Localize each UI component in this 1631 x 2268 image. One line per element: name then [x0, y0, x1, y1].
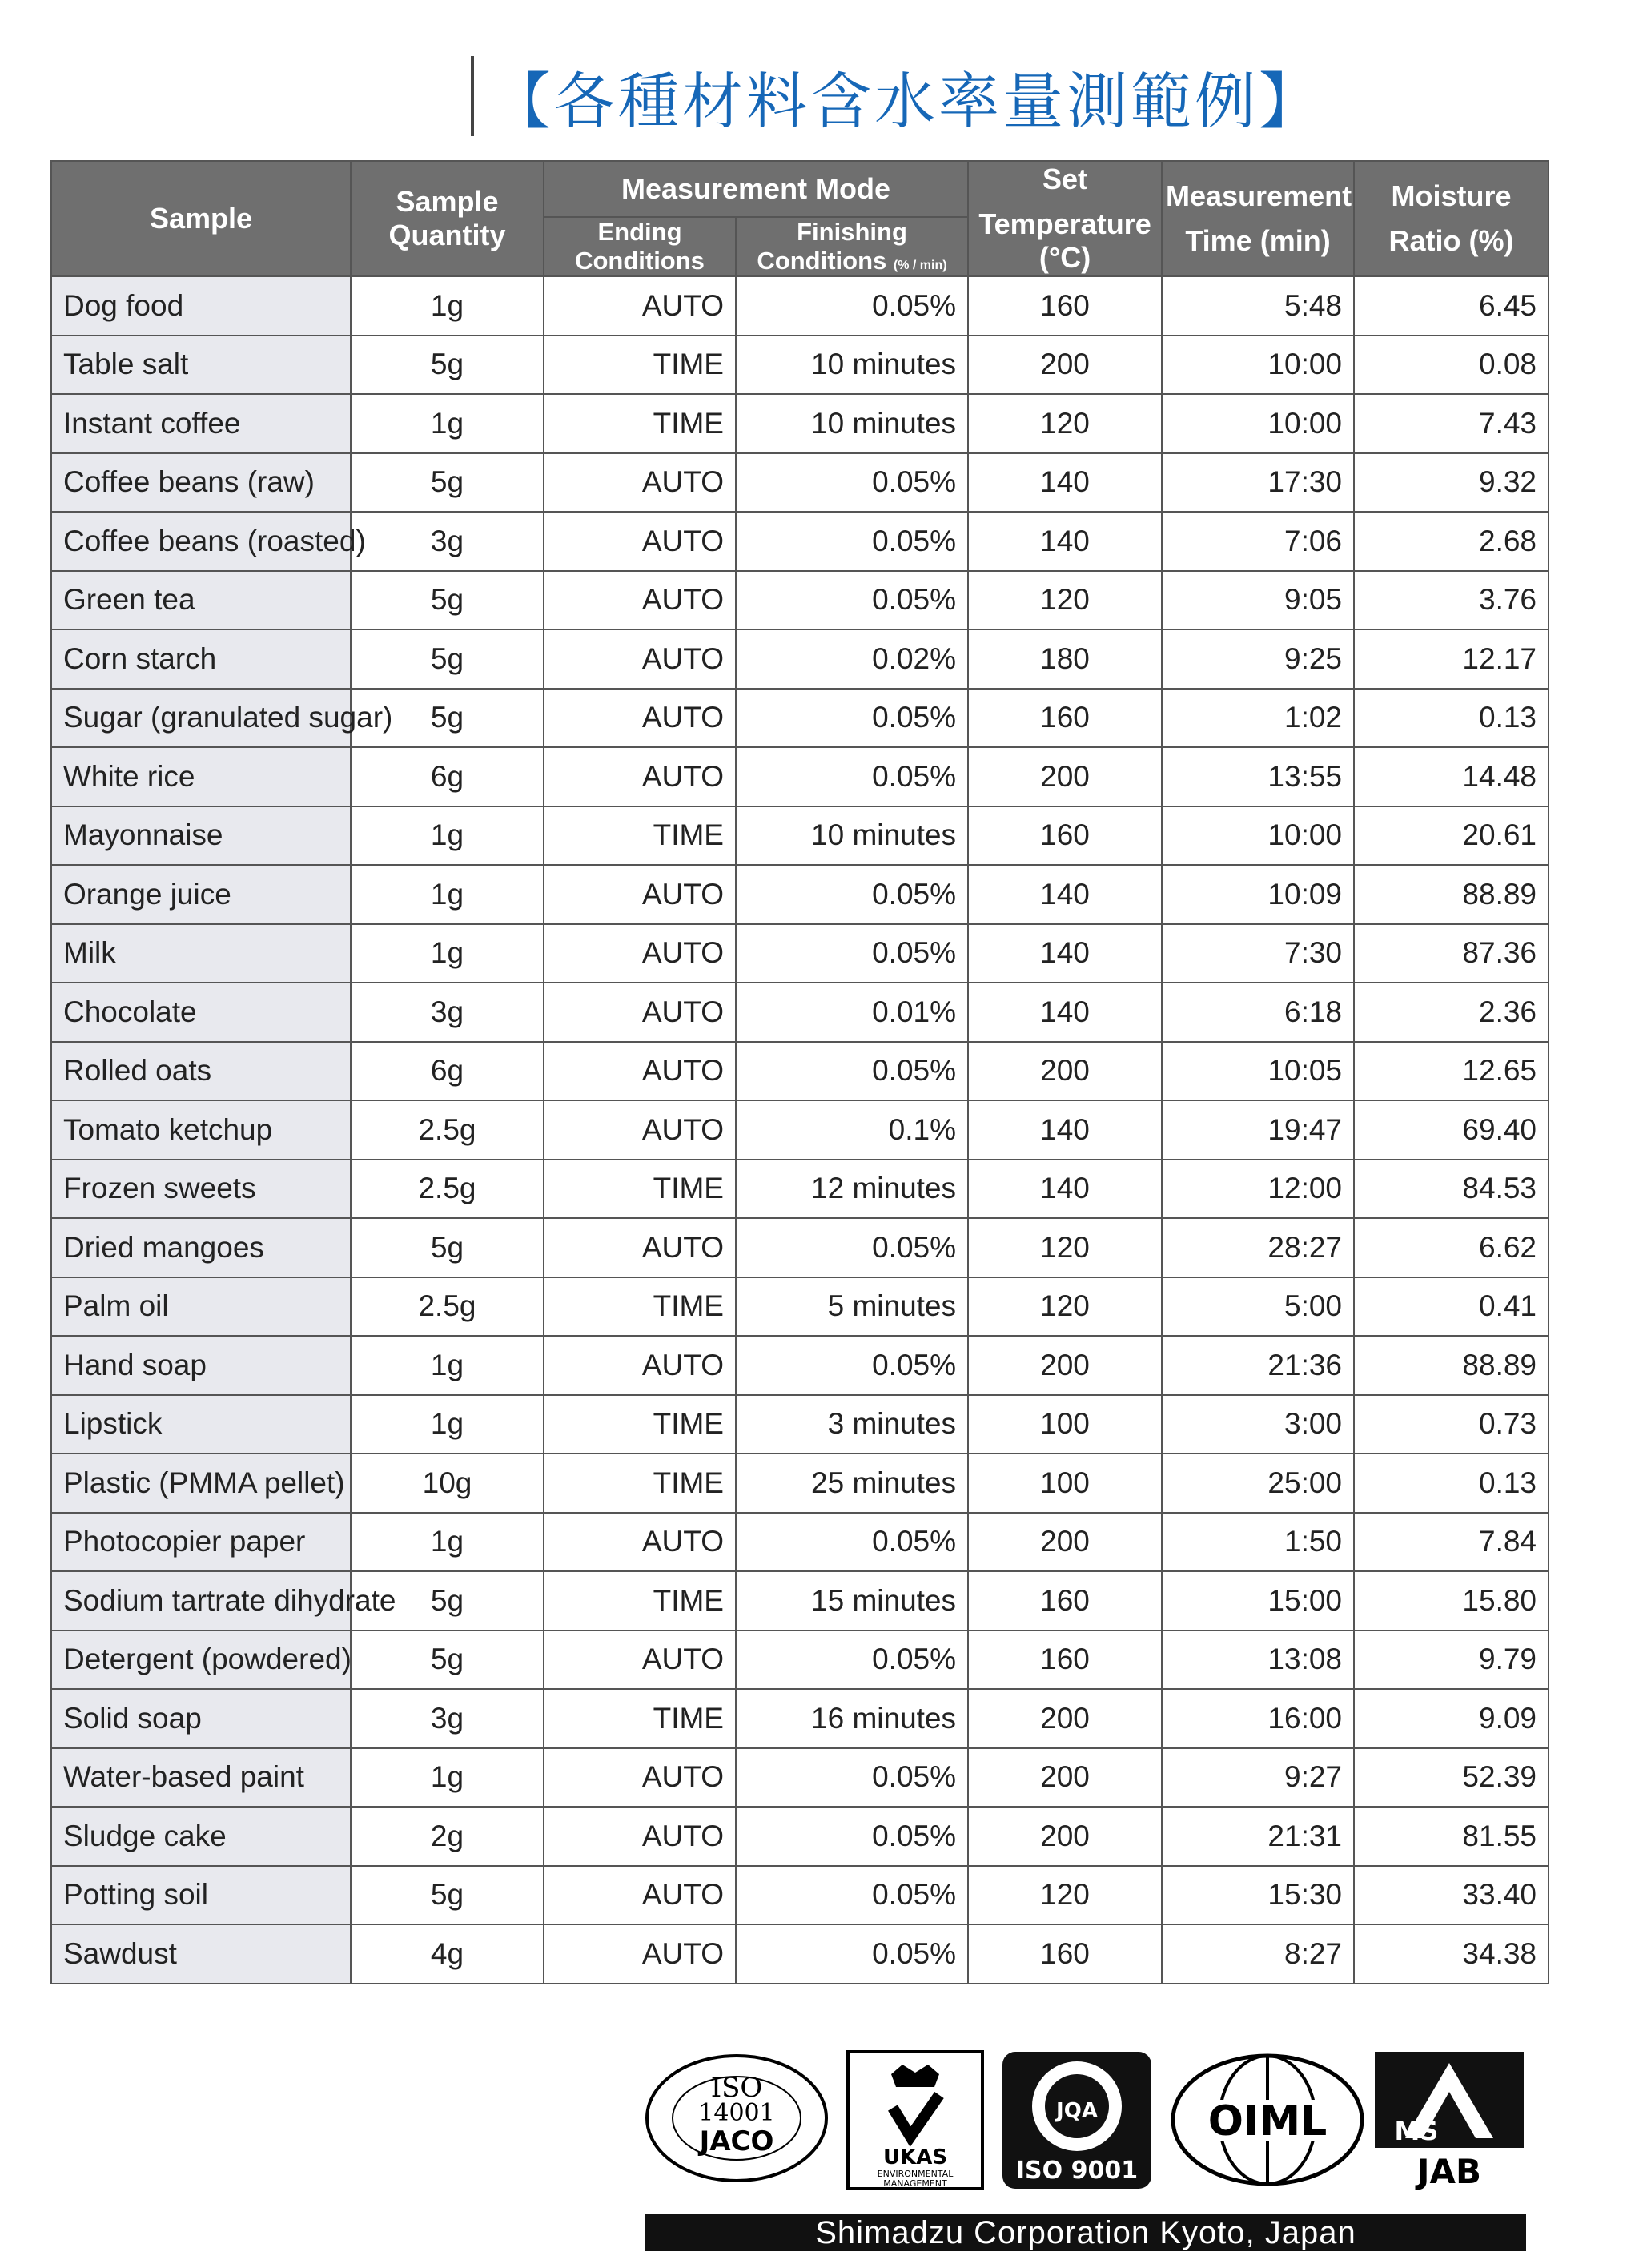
table-row	[51, 865, 1549, 924]
iso9001-label: ISO 9001	[1015, 2157, 1139, 2185]
cell-temp: 140	[968, 983, 1162, 1042]
cell-time: 1:50	[1162, 1513, 1354, 1572]
table-row	[51, 1160, 1549, 1219]
cell-sample: Table salt	[51, 336, 351, 395]
cell-qty: 1g	[351, 806, 544, 866]
cell-temp: 160	[968, 1571, 1162, 1631]
cell-ratio: 9.32	[1354, 453, 1549, 513]
cell-temp: 160	[968, 689, 1162, 748]
cell-finish: 0.02%	[736, 629, 968, 689]
cell-ratio: 84.53	[1354, 1160, 1549, 1219]
table-row	[51, 1807, 1549, 1866]
header-finishing-label: Finishing Conditions	[757, 218, 907, 275]
table-row	[51, 1042, 1549, 1101]
table-row	[51, 806, 1549, 866]
cell-sample: Dog food	[51, 276, 351, 336]
table-row	[51, 1277, 1549, 1337]
table-row	[51, 924, 1549, 983]
table-row	[51, 689, 1549, 748]
footer-company: Shimadzu Corporation Kyoto, Japan	[645, 2214, 1526, 2251]
cell-ratio: 52.39	[1354, 1748, 1549, 1808]
ukas-label: UKAS	[882, 2145, 948, 2169]
cell-mode: TIME	[544, 336, 736, 395]
cell-sample: Coffee beans (roasted)	[51, 512, 351, 571]
cell-sample: Detergent (powdered)	[51, 1631, 351, 1690]
cell-temp: 140	[968, 924, 1162, 983]
cell-temp: 200	[968, 1336, 1162, 1395]
cell-time: 10:09	[1162, 865, 1354, 924]
cell-mode: AUTO	[544, 1336, 736, 1395]
cell-qty: 1g	[351, 1748, 544, 1808]
cell-qty: 5g	[351, 1866, 544, 1925]
cell-ratio: 6.62	[1354, 1218, 1549, 1277]
cell-sample: Tomato ketchup	[51, 1100, 351, 1160]
cell-qty: 5g	[351, 1631, 544, 1690]
table-row	[51, 1395, 1549, 1454]
cell-time: 10:00	[1162, 806, 1354, 866]
table-row	[51, 983, 1549, 1042]
cell-temp: 100	[968, 1395, 1162, 1454]
cell-sample: Palm oil	[51, 1277, 351, 1337]
cell-time: 12:00	[1162, 1160, 1354, 1219]
page-title-text: 【各種材料含水率量測範例】	[490, 65, 1323, 137]
cell-mode: AUTO	[544, 453, 736, 513]
cell-ratio: 88.89	[1354, 865, 1549, 924]
table-row	[51, 1924, 1549, 1984]
cell-finish: 16 minutes	[736, 1689, 968, 1748]
cell-ratio: 20.61	[1354, 806, 1549, 866]
table-row	[51, 1866, 1549, 1925]
cell-sample: White rice	[51, 747, 351, 806]
cell-finish: 0.05%	[736, 865, 968, 924]
cell-qty: 2.5g	[351, 1277, 544, 1337]
cell-qty: 5g	[351, 1571, 544, 1631]
cell-time: 15:30	[1162, 1866, 1354, 1925]
cell-ratio: 14.48	[1354, 747, 1549, 806]
jqa-label: JQA	[1056, 2099, 1098, 2123]
cell-mode: TIME	[544, 1689, 736, 1748]
cell-mode: AUTO	[544, 1042, 736, 1101]
cell-ratio: 81.55	[1354, 1807, 1549, 1866]
ukas-sub-label: ENVIRONMENTAL	[877, 2169, 954, 2179]
table-row	[51, 336, 1549, 395]
header-measurement: Measurement	[1166, 179, 1352, 212]
table-row	[51, 394, 1549, 453]
cell-finish: 0.05%	[736, 1042, 968, 1101]
cell-temp: 140	[968, 865, 1162, 924]
certification-logos	[641, 2050, 1537, 2190]
cell-ratio: 0.13	[1354, 689, 1549, 748]
cell-mode: AUTO	[544, 1866, 736, 1925]
iso14001-label: ISO	[710, 2072, 763, 2104]
cell-mode: AUTO	[544, 1513, 736, 1572]
cell-qty: 3g	[351, 512, 544, 571]
cell-temp: 200	[968, 1042, 1162, 1101]
cell-mode: AUTO	[544, 747, 736, 806]
cell-ratio: 0.08	[1354, 336, 1549, 395]
cell-time: 9:05	[1162, 571, 1354, 630]
cell-temp: 200	[968, 1807, 1162, 1866]
header-ratio: Ratio (%)	[1388, 224, 1514, 257]
cell-finish: 0.05%	[736, 453, 968, 513]
cell-time: 5:00	[1162, 1277, 1354, 1337]
header-finishing-unit: (% / min)	[893, 259, 947, 272]
cell-sample: Sugar (granulated sugar)	[51, 689, 351, 748]
oiml-label: OIML	[1207, 2097, 1328, 2145]
iso14001-number: 14001	[698, 2099, 775, 2127]
cell-qty: 3g	[351, 1689, 544, 1748]
cell-mode: AUTO	[544, 924, 736, 983]
cell-mode: AUTO	[544, 1807, 736, 1866]
ukas-sub-label-2: MANAGEMENT	[883, 2178, 947, 2189]
header-time: Time (min)	[1185, 224, 1331, 257]
cell-time: 7:06	[1162, 512, 1354, 571]
cell-temp: 200	[968, 1689, 1162, 1748]
cell-ratio: 33.40	[1354, 1866, 1549, 1925]
cell-time: 21:36	[1162, 1336, 1354, 1395]
cell-time: 10:00	[1162, 394, 1354, 453]
cell-ratio: 15.80	[1354, 1571, 1549, 1631]
cell-finish: 5 minutes	[736, 1277, 968, 1337]
cell-sample: Water-based paint	[51, 1748, 351, 1808]
cell-time: 28:27	[1162, 1218, 1354, 1277]
cell-finish: 0.01%	[736, 983, 968, 1042]
table-row	[51, 1336, 1549, 1395]
cell-qty: 5g	[351, 689, 544, 748]
cell-time: 13:55	[1162, 747, 1354, 806]
cell-mode: AUTO	[544, 865, 736, 924]
cell-temp: 200	[968, 1513, 1162, 1572]
cell-ratio: 2.68	[1354, 512, 1549, 571]
cell-finish: 0.05%	[736, 512, 968, 571]
cell-temp: 160	[968, 1631, 1162, 1690]
page-title	[471, 56, 1323, 136]
cell-sample: Instant coffee	[51, 394, 351, 453]
table-row	[51, 512, 1549, 571]
table-row	[51, 1513, 1549, 1572]
cell-qty: 6g	[351, 747, 544, 806]
cell-temp: 160	[968, 806, 1162, 866]
cell-qty: 6g	[351, 1042, 544, 1101]
cell-ratio: 0.73	[1354, 1395, 1549, 1454]
cell-mode: AUTO	[544, 1218, 736, 1277]
cell-temp: 140	[968, 453, 1162, 513]
header-set: Set	[1042, 163, 1088, 195]
cell-ratio: 7.43	[1354, 394, 1549, 453]
cell-sample: Orange juice	[51, 865, 351, 924]
header-measurement-time	[1162, 161, 1354, 276]
cell-finish: 0.05%	[736, 1866, 968, 1925]
cell-sample: Plastic (PMMA pellet)	[51, 1454, 351, 1513]
cell-finish: 15 minutes	[736, 1571, 968, 1631]
cell-temp: 120	[968, 1218, 1162, 1277]
cell-sample: Sawdust	[51, 1924, 351, 1984]
cell-finish: 10 minutes	[736, 336, 968, 395]
cell-finish: 0.05%	[736, 571, 968, 630]
cell-time: 6:18	[1162, 983, 1354, 1042]
cell-time: 10:05	[1162, 1042, 1354, 1101]
cell-temp: 120	[968, 571, 1162, 630]
table-row	[51, 1631, 1549, 1690]
cell-qty: 5g	[351, 453, 544, 513]
cell-temp: 120	[968, 1866, 1162, 1925]
table-row	[51, 629, 1549, 689]
cell-mode: AUTO	[544, 276, 736, 336]
cell-sample: Lipstick	[51, 1395, 351, 1454]
cell-qty: 1g	[351, 1336, 544, 1395]
cell-mode: AUTO	[544, 1924, 736, 1984]
cell-sample: Coffee beans (raw)	[51, 453, 351, 513]
cell-time: 7:30	[1162, 924, 1354, 983]
cell-ratio: 9.79	[1354, 1631, 1549, 1690]
iso14001-jaco-logo	[641, 2050, 833, 2186]
cell-qty: 1g	[351, 1395, 544, 1454]
cell-sample: Sludge cake	[51, 1807, 351, 1866]
table-row	[51, 453, 1549, 513]
cell-ratio: 34.38	[1354, 1924, 1549, 1984]
cell-finish: 25 minutes	[736, 1454, 968, 1513]
cell-qty: 4g	[351, 1924, 544, 1984]
cell-temp: 200	[968, 336, 1162, 395]
cell-time: 1:02	[1162, 689, 1354, 748]
ukas-logo	[846, 2050, 984, 2190]
cell-temp: 140	[968, 1160, 1162, 1219]
cell-sample: Chocolate	[51, 983, 351, 1042]
cell-mode: AUTO	[544, 1748, 736, 1808]
table-row	[51, 276, 1549, 336]
cell-ratio: 0.41	[1354, 1277, 1549, 1337]
cell-ratio: 3.76	[1354, 571, 1549, 630]
cell-time: 5:48	[1162, 276, 1354, 336]
header-moisture-ratio	[1354, 161, 1549, 276]
cell-finish: 0.05%	[736, 924, 968, 983]
cell-qty: 2g	[351, 1807, 544, 1866]
cell-mode: AUTO	[544, 689, 736, 748]
cell-qty: 1g	[351, 394, 544, 453]
table-row	[51, 571, 1549, 630]
header-quantity: Sample Quantity	[351, 161, 544, 276]
cell-temp: 200	[968, 1748, 1162, 1808]
cell-qty: 10g	[351, 1454, 544, 1513]
cell-mode: TIME	[544, 1395, 736, 1454]
cell-ratio: 7.84	[1354, 1513, 1549, 1572]
cell-mode: TIME	[544, 1454, 736, 1513]
cell-qty: 1g	[351, 924, 544, 983]
cell-mode: AUTO	[544, 512, 736, 571]
cell-sample: Potting soil	[51, 1866, 351, 1925]
cell-mode: TIME	[544, 1277, 736, 1337]
cell-ratio: 12.65	[1354, 1042, 1549, 1101]
cell-sample: Milk	[51, 924, 351, 983]
cell-finish: 0.05%	[736, 689, 968, 748]
cell-sample: Corn starch	[51, 629, 351, 689]
moisture-table	[50, 160, 1549, 1984]
cell-mode: AUTO	[544, 571, 736, 630]
cell-finish: 12 minutes	[736, 1160, 968, 1219]
cell-finish: 0.05%	[736, 276, 968, 336]
cell-sample: Frozen sweets	[51, 1160, 351, 1219]
cell-mode: TIME	[544, 1160, 736, 1219]
cell-finish: 10 minutes	[736, 394, 968, 453]
table-row	[51, 1100, 1549, 1160]
cell-ratio: 88.89	[1354, 1336, 1549, 1395]
cell-qty: 5g	[351, 336, 544, 395]
cell-temp: 140	[968, 1100, 1162, 1160]
cell-time: 15:00	[1162, 1571, 1354, 1631]
cell-temp: 200	[968, 747, 1162, 806]
jqa-iso9001-logo	[1001, 2050, 1153, 2190]
cell-mode: TIME	[544, 806, 736, 866]
cell-qty: 3g	[351, 983, 544, 1042]
header-sample: Sample	[51, 161, 351, 276]
table-row	[51, 1218, 1549, 1277]
cell-mode: AUTO	[544, 1100, 736, 1160]
header-set-temperature	[968, 161, 1162, 276]
cell-finish: 0.05%	[736, 1748, 968, 1808]
cell-temp: 160	[968, 1924, 1162, 1984]
cell-qty: 5g	[351, 1218, 544, 1277]
header-moisture: Moisture	[1391, 179, 1512, 212]
cell-qty: 2.5g	[351, 1160, 544, 1219]
cell-qty: 1g	[351, 276, 544, 336]
cell-qty: 1g	[351, 865, 544, 924]
cell-ratio: 2.36	[1354, 983, 1549, 1042]
cell-finish: 0.05%	[736, 1631, 968, 1690]
cell-sample: Photocopier paper	[51, 1513, 351, 1572]
table-row	[51, 1571, 1549, 1631]
cell-temp: 120	[968, 1277, 1162, 1337]
cell-sample: Dried mangoes	[51, 1218, 351, 1277]
cell-time: 19:47	[1162, 1100, 1354, 1160]
cell-finish: 0.05%	[736, 1807, 968, 1866]
table-row	[51, 1748, 1549, 1808]
cell-mode: AUTO	[544, 983, 736, 1042]
cell-ratio: 0.13	[1354, 1454, 1549, 1513]
cell-time: 13:08	[1162, 1631, 1354, 1690]
cell-finish: 0.1%	[736, 1100, 968, 1160]
cell-temp: 160	[968, 276, 1162, 336]
cell-finish: 0.05%	[736, 1513, 968, 1572]
cell-ratio: 9.09	[1354, 1689, 1549, 1748]
cell-ratio: 6.45	[1354, 276, 1549, 336]
cell-ratio: 12.17	[1354, 629, 1549, 689]
table-row	[51, 747, 1549, 806]
cell-mode: AUTO	[544, 1631, 736, 1690]
cell-time: 8:27	[1162, 1924, 1354, 1984]
cell-mode: AUTO	[544, 629, 736, 689]
table-row	[51, 1689, 1549, 1748]
cell-time: 10:00	[1162, 336, 1354, 395]
cell-mode: TIME	[544, 394, 736, 453]
cell-sample: Green tea	[51, 571, 351, 630]
table-row	[51, 1454, 1549, 1513]
cell-time: 25:00	[1162, 1454, 1354, 1513]
cell-qty: 2.5g	[351, 1100, 544, 1160]
cell-mode: TIME	[544, 1571, 736, 1631]
header-mode: Measurement Mode	[544, 161, 968, 217]
cell-time: 16:00	[1162, 1689, 1354, 1748]
jab-label: JAB	[1416, 2152, 1482, 2190]
cell-time: 17:30	[1162, 453, 1354, 513]
header-finishing	[736, 217, 968, 276]
cell-sample: Hand soap	[51, 1336, 351, 1395]
cell-sample: Mayonnaise	[51, 806, 351, 866]
cell-temp: 100	[968, 1454, 1162, 1513]
cell-finish: 0.05%	[736, 747, 968, 806]
oiml-logo	[1167, 2050, 1368, 2190]
cell-temp: 180	[968, 629, 1162, 689]
cell-time: 9:27	[1162, 1748, 1354, 1808]
cell-finish: 10 minutes	[736, 806, 968, 866]
cell-finish: 0.05%	[736, 1218, 968, 1277]
cell-temp: 120	[968, 394, 1162, 453]
cell-time: 3:00	[1162, 1395, 1354, 1454]
ms-jab-logo	[1373, 2050, 1525, 2190]
cell-sample: Rolled oats	[51, 1042, 351, 1101]
cell-sample: Solid soap	[51, 1689, 351, 1748]
header-ending: Ending Conditions	[544, 217, 736, 276]
cell-ratio: 87.36	[1354, 924, 1549, 983]
ms-label: MS	[1394, 2116, 1439, 2146]
cell-sample: Sodium tartrate dihydrate	[51, 1571, 351, 1631]
cell-qty: 5g	[351, 629, 544, 689]
cell-ratio: 69.40	[1354, 1100, 1549, 1160]
cell-finish: 0.05%	[736, 1336, 968, 1395]
cell-finish: 3 minutes	[736, 1395, 968, 1454]
cell-qty: 5g	[351, 571, 544, 630]
cell-temp: 140	[968, 512, 1162, 571]
title-divider	[471, 56, 474, 136]
header-temperature: Temperature (°C)	[978, 207, 1151, 274]
cell-time: 21:31	[1162, 1807, 1354, 1866]
jaco-label: JACO	[699, 2125, 774, 2157]
cell-qty: 1g	[351, 1513, 544, 1572]
cell-time: 9:25	[1162, 629, 1354, 689]
cell-finish: 0.05%	[736, 1924, 968, 1984]
